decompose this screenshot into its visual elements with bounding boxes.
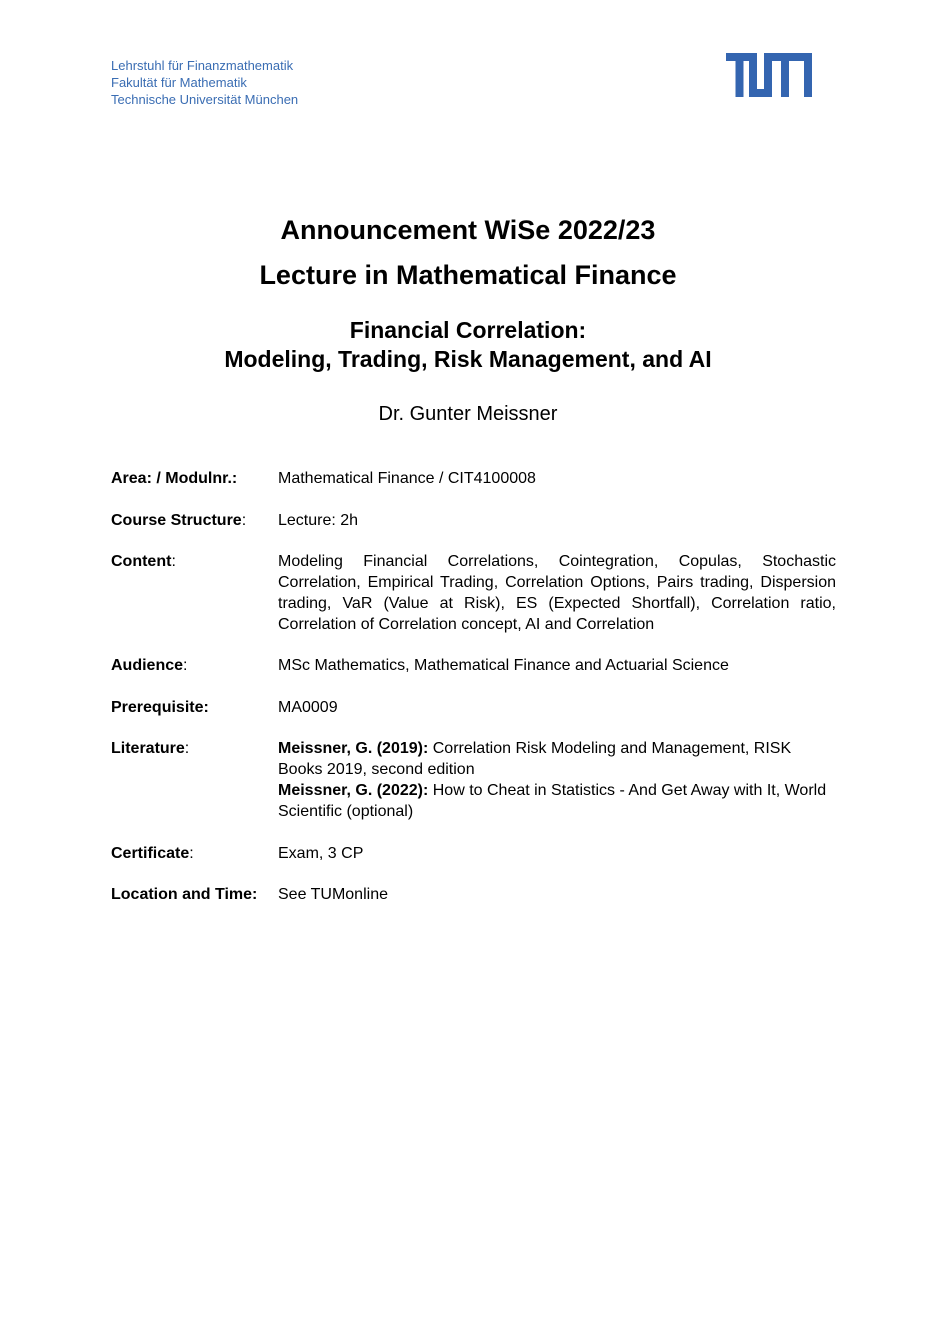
literature-list: [278, 738, 836, 822]
area-value: Mathematical Finance / CIT4100008: [278, 470, 536, 487]
university-name: Technische Universität München: [111, 92, 299, 107]
literature-entry: [278, 780, 836, 822]
structure-value: Lecture: 2h: [278, 512, 359, 529]
content-value: Modeling Financial Correlations, Cointegration, Copulas, Stochastic Correlation, Empirical Trading, Correlation Options, Pairs trading, Dispersion trading, VaR (Value at Risk), ES (Expected Shortfall), Correlation ratio, Correlation of Correlation concept, AI and Correlation: [278, 553, 836, 633]
audience-value: MSc Mathematics, Mathematical Finance and Actuarial Science: [278, 657, 729, 674]
chair-header: [111, 57, 298, 108]
course-subtitle: Modeling, Trading, Risk Management, and AI: [224, 346, 712, 372]
lecture-title: Lecture in Mathematical Finance: [259, 260, 677, 290]
literature-author: Meissner, G. (2022):: [278, 782, 429, 799]
certificate-value: Exam, 3 CP: [278, 845, 364, 862]
area-label: Area: / Modulnr.:: [111, 470, 238, 487]
location-label: Location and Time:: [111, 886, 258, 903]
faculty-name: Fakultät für Mathematik: [111, 75, 247, 90]
chair-name: Lehrstuhl für Finanzmathematik: [111, 58, 294, 73]
audience-label: Audience:: [111, 657, 188, 674]
literature-label: Literature:: [111, 740, 190, 757]
content-label: Content:: [111, 553, 176, 570]
literature-entry: [278, 738, 836, 780]
literature-text: Correlation Risk Modeling and Management, RISK Books 2019, second edition: [278, 740, 792, 778]
lecturer-name: Dr. Gunter Meissner: [378, 403, 558, 425]
literature-author: Meissner, G. (2019):: [278, 740, 429, 757]
announcement-title: Announcement WiSe 2022/23: [280, 215, 656, 245]
certificate-label: Certificate:: [111, 845, 194, 862]
course-title: Financial Correlation:: [349, 317, 587, 343]
location-value: See TUMonline: [278, 886, 388, 903]
structure-label: Course Structure:: [111, 512, 247, 529]
prerequisite-value: MA0009: [278, 699, 338, 716]
prerequisite-label: Prerequisite:: [111, 699, 209, 716]
literature-text: How to Cheat in Statistics - And Get Away with It, World Scientific (optional): [278, 782, 827, 820]
tum-logo-icon: [726, 53, 812, 97]
